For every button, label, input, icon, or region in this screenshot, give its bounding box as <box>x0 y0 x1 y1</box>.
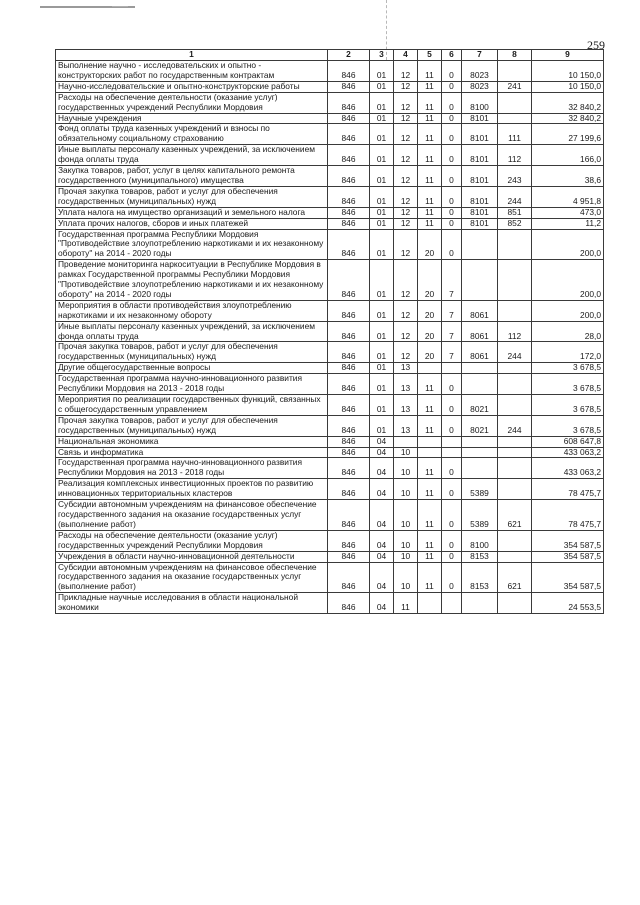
section-code: 01 <box>370 124 394 145</box>
table-row <box>56 551 604 562</box>
table-row <box>56 229 604 260</box>
target-code <box>462 593 498 614</box>
page-number: 259 <box>587 38 605 52</box>
subprogram-code: 0 <box>442 113 462 124</box>
expense-type-code <box>498 458 532 479</box>
target-code: 8061 <box>462 321 498 342</box>
target-code <box>462 374 498 395</box>
target-code: 8101 <box>462 124 498 145</box>
program-code: 11 <box>418 551 442 562</box>
amount: 354 587,5 <box>532 551 604 562</box>
expense-type-code: 112 <box>498 321 532 342</box>
program-code: 11 <box>418 113 442 124</box>
program-code <box>418 593 442 614</box>
subsection-code: 13 <box>394 415 418 436</box>
subsection-code: 12 <box>394 145 418 166</box>
table-row <box>56 207 604 218</box>
admin-code: 846 <box>328 562 370 593</box>
subprogram-code: 0 <box>442 562 462 593</box>
subprogram-code <box>442 593 462 614</box>
column-header: 9 <box>532 50 604 61</box>
row-description: Национальная экономика <box>56 436 328 447</box>
program-code: 11 <box>418 500 442 531</box>
row-description: Научно-исследовательские и опытно-конструкторские работы <box>56 81 328 92</box>
admin-code: 846 <box>328 458 370 479</box>
admin-code: 846 <box>328 479 370 500</box>
column-header: 8 <box>498 50 532 61</box>
subsection-code: 12 <box>394 166 418 187</box>
admin-code: 846 <box>328 229 370 260</box>
admin-code: 846 <box>328 92 370 113</box>
subsection-code: 10 <box>394 562 418 593</box>
target-code: 5389 <box>462 500 498 531</box>
program-code: 20 <box>418 229 442 260</box>
admin-code: 846 <box>328 113 370 124</box>
target-code: 8101 <box>462 207 498 218</box>
row-description: Проведение мониторинга наркоситуации в Республике Мордовия в рамках Государственной программы Республики Мордовия "Противодействие злоупотреблению наркотиками и их незаконному обороту" на 2014 - 2020 годы <box>56 260 328 301</box>
expense-type-code <box>498 363 532 374</box>
expense-type-code: 244 <box>498 415 532 436</box>
program-code: 20 <box>418 342 442 363</box>
amount: 3 678,5 <box>532 415 604 436</box>
column-header: 7 <box>462 50 498 61</box>
row-description: Прочая закупка товаров, работ и услуг для обеспечения государственных (муниципальных) нужд <box>56 415 328 436</box>
section-code: 01 <box>370 145 394 166</box>
program-code: 11 <box>418 479 442 500</box>
expense-type-code <box>498 436 532 447</box>
admin-code: 846 <box>328 124 370 145</box>
program-code: 20 <box>418 260 442 301</box>
admin-code: 846 <box>328 500 370 531</box>
table-row <box>56 436 604 447</box>
expense-type-code <box>498 300 532 321</box>
row-description: Прочая закупка товаров, работ и услуг для обеспечения государственных (муниципальных) нужд <box>56 186 328 207</box>
amount: 28,0 <box>532 321 604 342</box>
amount: 4 951,8 <box>532 186 604 207</box>
subsection-code <box>394 436 418 447</box>
row-description: Иные выплаты персоналу казенных учреждений, за исключением фонда оплаты труда <box>56 321 328 342</box>
section-code: 01 <box>370 374 394 395</box>
column-header: 4 <box>394 50 418 61</box>
section-code: 01 <box>370 300 394 321</box>
expense-type-code <box>498 260 532 301</box>
expense-type-code <box>498 551 532 562</box>
target-code: 8021 <box>462 395 498 416</box>
subsection-code: 12 <box>394 229 418 260</box>
row-description: Учреждения в области научно-инновационной деятельности <box>56 551 328 562</box>
expense-type-code: 852 <box>498 218 532 229</box>
amount: 3 678,5 <box>532 395 604 416</box>
subprogram-code: 0 <box>442 374 462 395</box>
admin-code: 846 <box>328 436 370 447</box>
program-code <box>418 436 442 447</box>
section-code: 01 <box>370 166 394 187</box>
expense-type-code <box>498 593 532 614</box>
amount: 473,0 <box>532 207 604 218</box>
admin-code: 846 <box>328 61 370 82</box>
program-code: 20 <box>418 321 442 342</box>
subprogram-code: 0 <box>442 415 462 436</box>
subprogram-code: 0 <box>442 551 462 562</box>
row-description: Закупка товаров, работ, услуг в целях капитального ремонта государственного (муниципального) имущества <box>56 166 328 187</box>
subsection-code: 12 <box>394 61 418 82</box>
expense-type-code <box>498 374 532 395</box>
subprogram-code: 0 <box>442 186 462 207</box>
subprogram-code: 0 <box>442 229 462 260</box>
amount: 3 678,5 <box>532 363 604 374</box>
table-row <box>56 479 604 500</box>
program-code: 11 <box>418 458 442 479</box>
target-code <box>462 363 498 374</box>
section-code: 01 <box>370 415 394 436</box>
expense-type-code: 621 <box>498 500 532 531</box>
amount: 354 587,5 <box>532 530 604 551</box>
subprogram-code: 0 <box>442 92 462 113</box>
row-description: Другие общегосударственные вопросы <box>56 363 328 374</box>
section-code: 01 <box>370 92 394 113</box>
amount: 10 150,0 <box>532 81 604 92</box>
scan-mark <box>112 6 128 7</box>
section-code: 04 <box>370 562 394 593</box>
subsection-code: 12 <box>394 92 418 113</box>
row-description: Государственная программа научно-инновационного развития Республики Мордовия на 2013 - 2018 годы <box>56 374 328 395</box>
target-code: 8023 <box>462 61 498 82</box>
target-code: 8100 <box>462 92 498 113</box>
section-code: 01 <box>370 113 394 124</box>
amount: 433 063,2 <box>532 458 604 479</box>
subsection-code: 12 <box>394 124 418 145</box>
expense-type-code: 112 <box>498 145 532 166</box>
amount: 38,6 <box>532 166 604 187</box>
expense-type-code <box>498 530 532 551</box>
amount: 200,0 <box>532 300 604 321</box>
row-description: Связь и информатика <box>56 447 328 458</box>
admin-code: 846 <box>328 363 370 374</box>
row-description: Субсидии автономным учреждениям на финансовое обеспечение государственного задания на оказание государственных услуг (выполнение работ) <box>56 562 328 593</box>
subsection-code: 10 <box>394 447 418 458</box>
section-code: 04 <box>370 458 394 479</box>
subsection-code: 12 <box>394 207 418 218</box>
subsection-code: 12 <box>394 300 418 321</box>
expense-type-code: 243 <box>498 166 532 187</box>
program-code: 11 <box>418 81 442 92</box>
target-code: 8101 <box>462 113 498 124</box>
section-code: 01 <box>370 260 394 301</box>
subsection-code: 12 <box>394 342 418 363</box>
table-row <box>56 300 604 321</box>
admin-code: 846 <box>328 218 370 229</box>
target-code: 5389 <box>462 479 498 500</box>
admin-code: 846 <box>328 415 370 436</box>
subsection-code: 12 <box>394 186 418 207</box>
row-description: Уплата прочих налогов, сборов и иных платежей <box>56 218 328 229</box>
section-code: 01 <box>370 61 394 82</box>
table-row <box>56 124 604 145</box>
subprogram-code: 0 <box>442 458 462 479</box>
subprogram-code: 7 <box>442 300 462 321</box>
subsection-code: 13 <box>394 363 418 374</box>
expense-type-code: 241 <box>498 81 532 92</box>
table-row <box>56 321 604 342</box>
subprogram-code <box>442 363 462 374</box>
row-description: Прикладные научные исследования в области национальной экономики <box>56 593 328 614</box>
subprogram-code: 0 <box>442 124 462 145</box>
subsection-code: 13 <box>394 395 418 416</box>
program-code: 11 <box>418 530 442 551</box>
admin-code: 846 <box>328 374 370 395</box>
subsection-code: 10 <box>394 479 418 500</box>
subprogram-code: 0 <box>442 61 462 82</box>
table-row <box>56 145 604 166</box>
expense-type-code: 244 <box>498 342 532 363</box>
expense-type-code <box>498 479 532 500</box>
subprogram-code: 0 <box>442 500 462 531</box>
expense-type-code: 851 <box>498 207 532 218</box>
subprogram-code: 7 <box>442 321 462 342</box>
program-code: 11 <box>418 395 442 416</box>
subprogram-code <box>442 436 462 447</box>
table-row <box>56 61 604 82</box>
table-header-row <box>56 50 604 61</box>
subprogram-code: 0 <box>442 479 462 500</box>
section-code: 01 <box>370 342 394 363</box>
target-code <box>462 436 498 447</box>
expense-type-code: 111 <box>498 124 532 145</box>
admin-code: 846 <box>328 166 370 187</box>
target-code: 8153 <box>462 562 498 593</box>
table-row <box>56 593 604 614</box>
amount: 200,0 <box>532 229 604 260</box>
expense-type-code <box>498 61 532 82</box>
amount: 166,0 <box>532 145 604 166</box>
table-row <box>56 458 604 479</box>
table-row <box>56 500 604 531</box>
section-code: 01 <box>370 321 394 342</box>
target-code <box>462 260 498 301</box>
table-row <box>56 447 604 458</box>
table-row <box>56 92 604 113</box>
admin-code: 846 <box>328 593 370 614</box>
row-description: Иные выплаты персоналу казенных учреждений, за исключением фонда оплаты труда <box>56 145 328 166</box>
amount: 433 063,2 <box>532 447 604 458</box>
table-row <box>56 363 604 374</box>
target-code: 8101 <box>462 186 498 207</box>
admin-code: 846 <box>328 145 370 166</box>
program-code: 11 <box>418 374 442 395</box>
subprogram-code <box>442 447 462 458</box>
admin-code: 846 <box>328 530 370 551</box>
subsection-code: 10 <box>394 500 418 531</box>
subsection-code: 12 <box>394 113 418 124</box>
table-body <box>56 61 604 614</box>
target-code: 8023 <box>462 81 498 92</box>
table-row <box>56 166 604 187</box>
table-row <box>56 81 604 92</box>
section-code: 01 <box>370 207 394 218</box>
program-code: 11 <box>418 218 442 229</box>
program-code <box>418 363 442 374</box>
subprogram-code: 0 <box>442 81 462 92</box>
program-code: 11 <box>418 186 442 207</box>
admin-code: 846 <box>328 551 370 562</box>
row-description: Расходы на обеспечение деятельности (оказание услуг) государственных учреждений Республики Мордовия <box>56 530 328 551</box>
table-row <box>56 562 604 593</box>
target-code: 8061 <box>462 300 498 321</box>
row-description: Прочая закупка товаров, работ и услуг для обеспечения государственных (муниципальных) нужд <box>56 342 328 363</box>
expense-type-code <box>498 447 532 458</box>
table-row <box>56 342 604 363</box>
column-header: 5 <box>418 50 442 61</box>
admin-code: 846 <box>328 342 370 363</box>
subprogram-code: 0 <box>442 395 462 416</box>
subsection-code: 12 <box>394 321 418 342</box>
section-code: 04 <box>370 436 394 447</box>
program-code <box>418 447 442 458</box>
amount: 3 678,5 <box>532 374 604 395</box>
expense-type-code: 244 <box>498 186 532 207</box>
expense-type-code <box>498 229 532 260</box>
amount: 24 553,5 <box>532 593 604 614</box>
row-description: Выполнение научно - исследовательских и опытно - конструкторских работ по государственным контрактам <box>56 61 328 82</box>
column-header: 2 <box>328 50 370 61</box>
target-code: 8153 <box>462 551 498 562</box>
row-description: Субсидии автономным учреждениям на финансовое обеспечение государственного задания на оказание государственных услуг (выполнение работ) <box>56 500 328 531</box>
target-code: 8101 <box>462 166 498 187</box>
subprogram-code: 0 <box>442 145 462 166</box>
admin-code: 846 <box>328 81 370 92</box>
amount: 78 475,7 <box>532 500 604 531</box>
program-code: 11 <box>418 415 442 436</box>
section-code: 01 <box>370 363 394 374</box>
subprogram-code: 0 <box>442 218 462 229</box>
expense-type-code <box>498 92 532 113</box>
row-description: Фонд оплаты труда казенных учреждений и взносы по обязательному социальному страхованию <box>56 124 328 145</box>
program-code: 11 <box>418 207 442 218</box>
table-row <box>56 218 604 229</box>
subsection-code: 12 <box>394 260 418 301</box>
table-row <box>56 395 604 416</box>
target-code: 8061 <box>462 342 498 363</box>
admin-code: 846 <box>328 395 370 416</box>
column-header: 6 <box>442 50 462 61</box>
section-code: 04 <box>370 447 394 458</box>
row-description: Реализация комплексных инвестиционных проектов по развитию инновационных территориальных кластеров <box>56 479 328 500</box>
program-code: 11 <box>418 124 442 145</box>
target-code <box>462 229 498 260</box>
expense-type-code <box>498 395 532 416</box>
table-row <box>56 530 604 551</box>
subprogram-code: 7 <box>442 260 462 301</box>
target-code: 8021 <box>462 415 498 436</box>
table-row <box>56 113 604 124</box>
row-description: Государственная программа Республики Мордовия "Противодействие злоупотреблению наркотиками и их незаконному обороту" на 2014 - 2020 годы <box>56 229 328 260</box>
expense-type-code: 621 <box>498 562 532 593</box>
section-code: 04 <box>370 530 394 551</box>
table-row <box>56 186 604 207</box>
subsection-code: 12 <box>394 218 418 229</box>
section-code: 01 <box>370 395 394 416</box>
section-code: 04 <box>370 500 394 531</box>
expense-type-code <box>498 113 532 124</box>
row-description: Научные учреждения <box>56 113 328 124</box>
column-header: 3 <box>370 50 394 61</box>
subsection-code: 10 <box>394 551 418 562</box>
amount: 78 475,7 <box>532 479 604 500</box>
program-code: 11 <box>418 92 442 113</box>
subprogram-code: 0 <box>442 530 462 551</box>
target-code: 8100 <box>462 530 498 551</box>
section-code: 01 <box>370 81 394 92</box>
admin-code: 846 <box>328 321 370 342</box>
amount: 11,2 <box>532 218 604 229</box>
column-header: 1 <box>56 50 328 61</box>
subsection-code: 13 <box>394 374 418 395</box>
admin-code: 846 <box>328 300 370 321</box>
admin-code: 846 <box>328 447 370 458</box>
target-code <box>462 447 498 458</box>
row-description: Государственная программа научно-инновационного развития Республики Мордовия на 2013 - 2018 годы <box>56 458 328 479</box>
admin-code: 846 <box>328 186 370 207</box>
subsection-code: 12 <box>394 81 418 92</box>
target-code <box>462 458 498 479</box>
section-code: 01 <box>370 186 394 207</box>
row-description: Мероприятия по реализации государственных функций, связанных с общегосударственным управлением <box>56 395 328 416</box>
amount: 32 840,2 <box>532 113 604 124</box>
amount: 32 840,2 <box>532 92 604 113</box>
section-code: 01 <box>370 218 394 229</box>
program-code: 11 <box>418 166 442 187</box>
row-description: Расходы на обеспечение деятельности (оказание услуг) государственных учреждений Республики Мордовия <box>56 92 328 113</box>
subprogram-code: 7 <box>442 342 462 363</box>
program-code: 11 <box>418 61 442 82</box>
program-code: 20 <box>418 300 442 321</box>
program-code: 11 <box>418 145 442 166</box>
section-code: 01 <box>370 229 394 260</box>
amount: 200,0 <box>532 260 604 301</box>
subsection-code: 10 <box>394 458 418 479</box>
section-code: 04 <box>370 479 394 500</box>
amount: 10 150,0 <box>532 61 604 82</box>
admin-code: 846 <box>328 207 370 218</box>
subprogram-code: 0 <box>442 207 462 218</box>
budget-table <box>55 49 604 614</box>
admin-code: 846 <box>328 260 370 301</box>
amount: 608 647,8 <box>532 436 604 447</box>
row-description: Мероприятия в области противодействия злоупотреблению наркотиками и их незаконному обороту <box>56 300 328 321</box>
table-row <box>56 260 604 301</box>
target-code: 8101 <box>462 145 498 166</box>
subprogram-code: 0 <box>442 166 462 187</box>
program-code: 11 <box>418 562 442 593</box>
table-row <box>56 415 604 436</box>
amount: 172,0 <box>532 342 604 363</box>
section-code: 04 <box>370 593 394 614</box>
section-code: 04 <box>370 551 394 562</box>
table-row <box>56 374 604 395</box>
subsection-code: 10 <box>394 530 418 551</box>
target-code: 8101 <box>462 218 498 229</box>
row-description: Уплата налога на имущество организаций и земельного налога <box>56 207 328 218</box>
amount: 354 587,5 <box>532 562 604 593</box>
amount: 27 199,6 <box>532 124 604 145</box>
subsection-code: 11 <box>394 593 418 614</box>
